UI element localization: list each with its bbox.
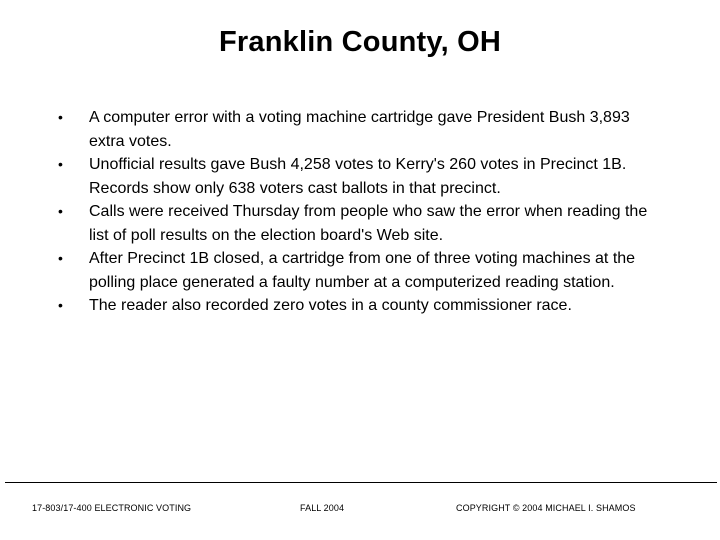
bullet-item [58,106,658,153]
bullet-text: After Precinct 1B closed, a cartridge from one of three voting machines at the polling place generated a faulty number at a computerized reading station. [89,250,636,291]
bullet-text: Calls were received Thursday from people who saw the error when reading the list of poll results on the election board's Web site. [89,203,648,244]
bullet-item [58,153,658,200]
footer-course: 17-803/17-400 ELECTRONIC VOTING [32,503,192,513]
bullet-icon: • [58,203,63,219]
footer-term: FALL 2004 [300,503,345,513]
bullet-item [58,200,658,247]
bullet-text: The reader also recorded zero votes in a county commissioner race. [89,297,572,314]
footer-divider [5,482,717,483]
bullet-item [58,247,658,294]
footer-copyright: COPYRIGHT © 2004 MICHAEL I. SHAMOS [456,503,636,513]
slide-title: Franklin County, OH [219,26,501,58]
bullet-icon: • [58,156,63,172]
bullet-list [58,106,658,318]
bullet-text: A computer error with a voting machine cartridge gave President Bush 3,893 extra votes. [89,109,630,150]
bullet-icon: • [58,297,63,313]
bullet-icon: • [58,250,63,266]
bullet-item [58,294,658,318]
bullet-icon: • [58,109,63,125]
bullet-text: Unofficial results gave Bush 4,258 votes to Kerry's 260 votes in Precinct 1B. Records show only 638 voters cast ballots in that precinct. [89,156,627,197]
